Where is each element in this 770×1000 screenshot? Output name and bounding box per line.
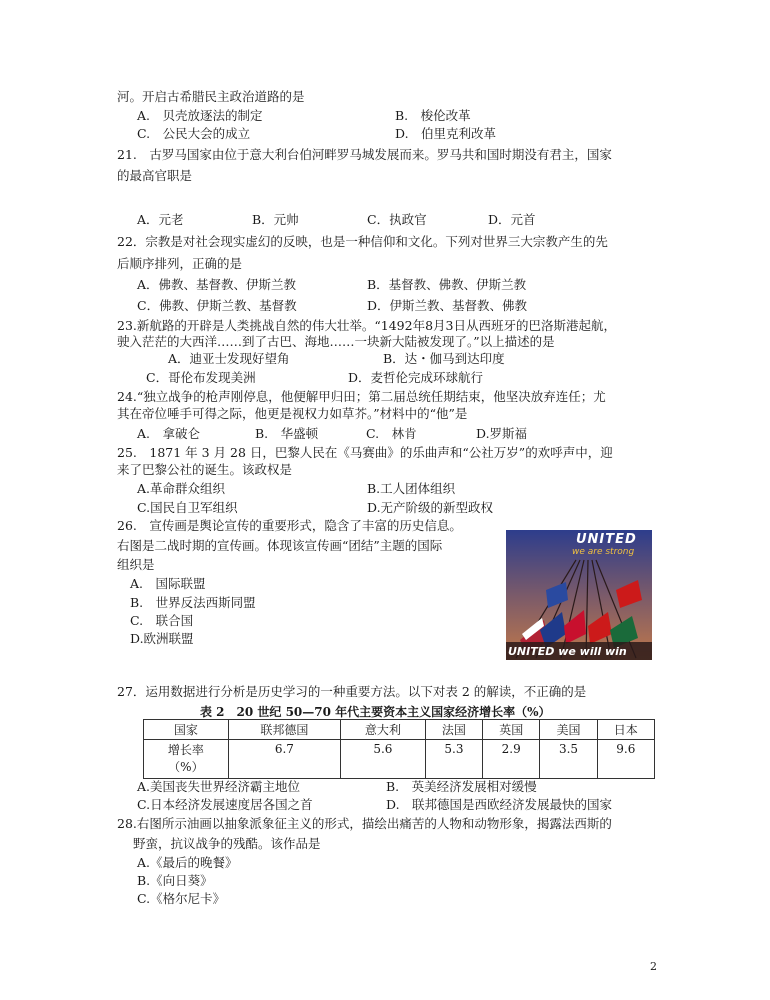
q27-option-c: C.日本经济发展速度居各国之首: [137, 797, 313, 812]
question-22-stem-line-1: 22．宗教是对社会现实虚幻的反映，也是一种信仰和文化。下列对世界三大宗教产生的先: [117, 234, 608, 249]
poster-subtitle: we are strong: [572, 547, 635, 557]
page-number: 2: [650, 960, 657, 973]
q28-option-c: C.《格尔尼卡》: [137, 891, 226, 906]
table-country-cell: 联邦德国: [228, 720, 340, 740]
q24-option-b: B. 华盛顿: [255, 426, 319, 441]
question-24-stem-line-2: 其在帝位唾手可得之际，他更是视权力如草芥。”材料中的“他”是: [117, 406, 468, 421]
q21-option-c: C．执政官: [367, 212, 427, 227]
table-row: [144, 740, 655, 779]
table-country-cell: 美国: [540, 720, 597, 740]
q28-option-b: B.《向日葵》: [137, 873, 213, 888]
q25-option-a: A.革命群众组织: [137, 481, 226, 496]
table-value-cell: 2.9: [483, 740, 540, 779]
table-country-cell: 意大利: [341, 720, 426, 740]
table-country-cell: 日本: [597, 720, 654, 740]
q26-option-b: B. 世界反法西斯同盟: [130, 595, 256, 610]
q21-option-b: B．元帅: [252, 212, 299, 227]
table-2-caption: 表 2 20 世纪 50—70 年代主要资本主义国家经济增长率（%）: [200, 705, 551, 719]
question-25-stem-line-2: 来了巴黎公社的诞生。该政权是: [117, 462, 293, 477]
q20-option-c: C. 公民大会的成立: [137, 126, 251, 141]
q22-option-c: C．佛教、伊斯兰教、基督教: [137, 298, 297, 313]
question-26-stem-line-2: 右图是二战时期的宣传画。体现该宣传画“团结”主题的国际: [117, 538, 443, 553]
q27-option-b: B. 英美经济发展相对缓慢: [386, 779, 537, 794]
question-24-stem-line-1: 24.“独立战争的枪声刚停息，他便解甲归田；第二届总统任期结束，他坚决放弃连任；尤: [117, 389, 606, 404]
table-country-cell: 法国: [425, 720, 482, 740]
table-value-cell: 5.3: [425, 740, 482, 779]
q26-option-c: C. 联合国: [130, 613, 194, 628]
question-22-stem-line-2: 后顺序排列，正确的是: [117, 256, 243, 271]
table-header-row: [144, 720, 655, 740]
question-21-stem-line-1: 21. 古罗马国家由位于意大利台伯河畔罗马城发展而来。罗马共和国时期没有君主，国家: [117, 147, 612, 162]
q27-option-a: A.美国丧失世界经济霸主地位: [137, 779, 301, 794]
q25-option-b: B.工人团体组织: [367, 481, 456, 496]
growth-rate-table: [143, 719, 655, 779]
q26-option-d: D.欧洲联盟: [130, 631, 194, 646]
q24-option-d: D.罗斯福: [476, 426, 528, 441]
q25-option-c: C.国民自卫军组织: [137, 500, 238, 515]
question-20-stem-tail: 河。开启古希腊民主政治道路的是: [117, 89, 305, 104]
table-row-label: [144, 740, 229, 779]
q28-option-a: A.《最后的晚餐》: [137, 855, 238, 870]
question-26-stem-line-3: 组织是: [117, 557, 155, 572]
question-27-stem: 27．运用数据进行分析是历史学习的一种重要方法。以下对表 2 的解读，不正确的是: [117, 684, 587, 699]
q25-option-d: D.无产阶级的新型政权: [367, 500, 494, 515]
poster-title: UNITED: [576, 532, 637, 547]
table-value-cell: 3.5: [540, 740, 597, 779]
table-value-cell: 5.6: [341, 740, 426, 779]
table-value-cell: 6.7: [228, 740, 340, 779]
q23-option-d: D．麦哲伦完成环球航行: [348, 370, 484, 385]
q22-option-d: D．伊斯兰教、基督教、佛教: [367, 298, 528, 313]
q20-option-a: A. 贝壳放逐法的制定: [137, 108, 263, 123]
question-23-stem-line-1: 23.新航路的开辟是人类挑战自然的伟大壮举。“1492年8月3日从西班牙的巴洛斯港起航，: [117, 318, 616, 333]
table-country-cell: 英国: [483, 720, 540, 740]
q21-option-d: D．元首: [488, 212, 536, 227]
question-23-stem-line-2: 驶入茫茫的大西洋……到了古巴、海地……一块新大陆被发现了。”以上描述的是: [117, 334, 555, 349]
q20-option-d: D. 伯里克利改革: [395, 126, 497, 141]
q26-option-a: A. 国际联盟: [130, 576, 206, 591]
question-21-stem-line-2: 的最高官职是: [117, 168, 193, 183]
question-28-stem-line-2: 野蛮，抗议战争的残酷。该作品是: [133, 836, 321, 851]
q24-option-a: A. 拿破仑: [137, 426, 201, 441]
q23-option-b: B．达・伽马到达印度: [383, 351, 505, 366]
q23-option-c: C．哥伦布发现美洲: [146, 370, 256, 385]
table-value-cell: 9.6: [597, 740, 654, 779]
q22-option-b: B．基督教、佛教、伊斯兰教: [367, 277, 527, 292]
row-label-line-1: 增长率: [167, 743, 204, 757]
q23-option-a: A．迪亚士发现好望角: [168, 351, 290, 366]
poster-bottom-slogan: UNITED we will win: [508, 645, 627, 658]
question-25-stem-line-1: 25. 1871 年 3 月 28 日，巴黎人民在《马赛曲》的乐曲声和“公社万岁”的欢呼声中，迎: [117, 445, 613, 460]
q21-option-a: A．元老: [137, 212, 184, 227]
table-header-cell: 国家: [144, 720, 229, 740]
row-label-line-2: （%）: [168, 760, 204, 774]
q20-option-b: B. 梭伦改革: [395, 108, 471, 123]
question-28-stem-line-1: 28.右图所示油画以抽象派象征主义的形式，描绘出痛苦的人物和动物形象，揭露法西斯的: [117, 816, 612, 831]
question-26-stem-line-1: 26. 宣传画是舆论宣传的重要形式，隐含了丰富的历史信息。: [117, 518, 462, 533]
q27-option-d: D. 联邦德国是西欧经济发展最快的国家: [386, 797, 613, 812]
q24-option-c: C. 林肯: [366, 426, 417, 441]
q22-option-a: A．佛教、基督教、伊斯兰教: [137, 277, 297, 292]
propaganda-poster-image: [506, 530, 652, 660]
